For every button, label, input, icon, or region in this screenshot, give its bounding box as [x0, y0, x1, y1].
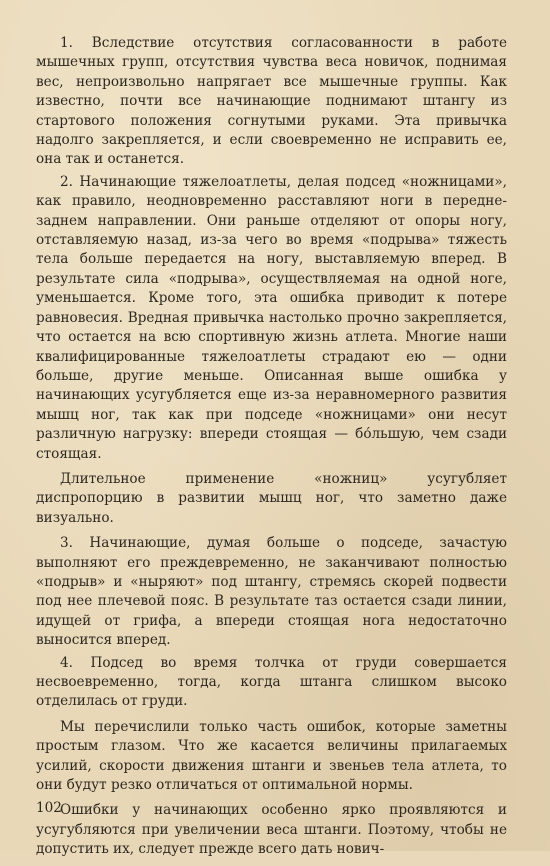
page-number: 102	[36, 800, 62, 816]
paragraph-error-2: 2. Начинающие тяжелоатлеты, делая подсед «ножницами», как правило, неодновременно расставляют ноги в передне-заднем направлении. Они раньше отделяют от опоры ногу, отставляемую назад, из-за чего во время «подрыва» тяжесть тела больше передается на ногу, выставляемую вперед. В результате сила «подрыва», осуществляемая на одной ноге, уменьшается. Кроме того, эта ошибка приводит к потере равновесия. Вредная привычка настолько прочно закрепляется, что остается на всю спортивную жизнь атлета. Многие наши квалифицированные тяжелоатлеты страдают ею — одни больше, другие меньше. Описанная выше ошибка у начинающих усугубляется еще из-за неравномерного развития мышц ног, так как при подседе «ножницами» они несут различную нагрузку: впереди стоящая — бо́льшую, чем сзади стоящая.	[36, 173, 507, 462]
paragraph-error-4: 4. Подсед во время толчка от груди совершается несвоевременно, тогда, когда штанга слишком высоко отделилась от груди.	[36, 654, 507, 710]
paragraph-error-3: 3. Начинающие, думая больше о подседе, зачастую выполняют его преждевременно, не заканчивают полностью «подрыв» и «ныряют» под штангу, стремясь скорей подвести под нее плечевой пояс. В результате таз остается сзади линии, идущей от грифа, а впереди стоящая нога недостаточно выносится вперед.	[36, 535, 507, 649]
page-text	[36, 34, 507, 866]
paragraph-scissors-note: Длительное применение «ножниц» усугубляет диспропорцию в развитии мышц ног, что заметно даже визуально.	[36, 470, 507, 526]
paragraph-error-1: 1. Вследствие отсутствия согласованности в работе мышечных групп, отсутствия чувства веса новичок, поднимая вес, непроизвольно напрягает все мышечные группы. Как известно, почти все начинающие поднимают штангу из стартового положения согнутыми руками. Эта привычка надолго закрепляется, и если своевременно не исправить ее, она так и останется.	[36, 35, 507, 168]
paragraph-summary: Мы перечислили только часть ошибок, которые заметны простым глазом. Что же касается величины прилагаемых усилий, скорости движения штанги и звеньев тела атлета, то они будут резко отличаться от оптимальной нормы.	[36, 718, 507, 794]
paragraph-conclusion: Ошибки у начинающих особенно ярко проявляются и усугубляются при увеличении веса штанги. Поэтому, чтобы не допустить их, следует прежде всего дать нович-	[36, 802, 507, 858]
